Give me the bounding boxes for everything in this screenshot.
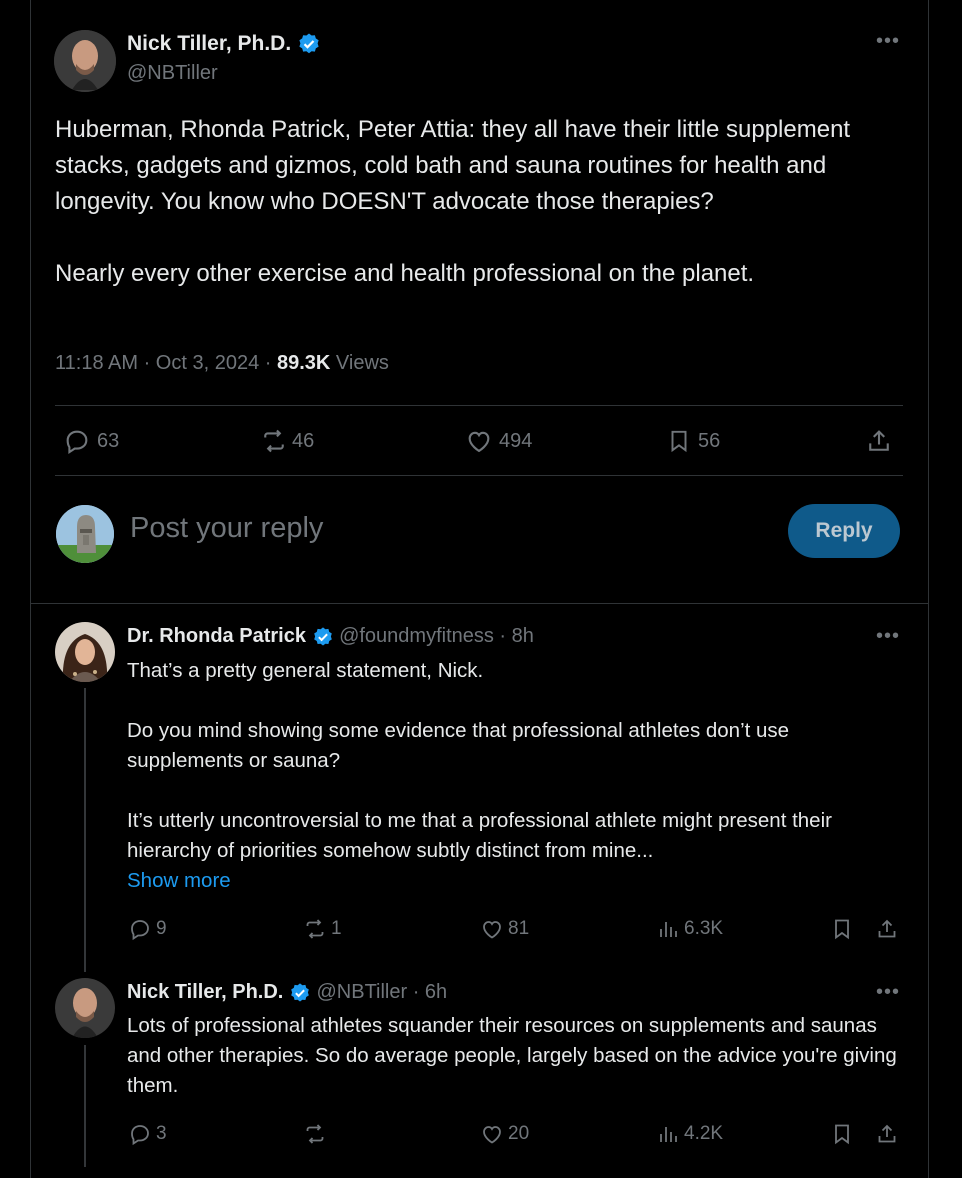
share-button[interactable] (874, 917, 900, 941)
share-button[interactable] (865, 427, 893, 455)
post-body (55, 112, 905, 292)
author-avatar[interactable] (54, 30, 116, 92)
like-icon (480, 1122, 504, 1146)
reply-header (127, 625, 534, 648)
reply-button[interactable] (128, 917, 167, 941)
divider (30, 603, 929, 604)
reply-author-avatar[interactable] (55, 622, 115, 682)
bookmark-button[interactable] (830, 917, 854, 941)
share-icon (874, 1122, 900, 1146)
reply-author-handle[interactable]: @NBTiller · 6h (316, 981, 448, 1003)
more-icon[interactable]: ••• (876, 30, 901, 52)
views-icon (656, 1122, 680, 1146)
post-text-paragraph: Nearly every other exercise and health professional on the planet. (55, 260, 755, 287)
reply-submit-label: Reply (815, 519, 873, 542)
like-button[interactable] (480, 917, 529, 941)
bookmark-count: 56 (698, 429, 721, 452)
reply-body (127, 656, 897, 896)
like-icon (480, 917, 504, 941)
reply-text-paragraph: Lots of professional athletes squander their resources on supplements and saunas and other therapies. So do average people, largely based on the advice you're giving them. (127, 1014, 897, 1097)
reply-count: 63 (97, 429, 120, 452)
bookmark-icon (830, 1122, 854, 1146)
reply-icon (63, 427, 91, 455)
like-icon (465, 427, 493, 455)
reply-icon (128, 1122, 152, 1146)
more-icon[interactable]: ••• (876, 981, 901, 1003)
reply-count: 3 (156, 1123, 167, 1144)
like-count: 81 (508, 918, 530, 939)
reply-author-avatar[interactable] (55, 978, 115, 1038)
like-count: 494 (499, 429, 533, 452)
divider (55, 475, 903, 476)
reply-count: 9 (156, 918, 167, 939)
verified-badge-icon (289, 982, 311, 1004)
reply-submit-button[interactable] (788, 504, 900, 558)
reply-text-paragraph: That’s a pretty general statement, Nick. (127, 659, 484, 682)
bookmark-button[interactable] (666, 427, 720, 455)
reply-body (127, 1011, 897, 1101)
share-button[interactable] (874, 1122, 900, 1146)
share-icon (874, 917, 900, 941)
show-more-link[interactable]: Show more (127, 869, 231, 892)
views-count: 4.2K (684, 1123, 724, 1144)
repost-icon (302, 917, 328, 941)
views-label: Views (335, 352, 389, 374)
thread-connector (84, 1045, 86, 1167)
thread-connector (84, 688, 86, 972)
reply-text-paragraph: Do you mind showing some evidence that professional athletes don’t use supplements or sauna? (127, 719, 790, 772)
more-icon[interactable]: ••• (876, 625, 901, 647)
avatar-image (55, 978, 115, 1038)
bookmark-icon (666, 427, 692, 455)
verified-badge-icon (297, 32, 321, 56)
author-name[interactable]: Nick Tiller, Ph.D. (127, 32, 321, 56)
divider (55, 405, 903, 406)
repost-button[interactable] (260, 427, 314, 455)
user-avatar[interactable] (56, 505, 114, 563)
reply-input[interactable]: Post your reply (130, 512, 324, 544)
reply-button[interactable] (63, 427, 119, 455)
repost-button[interactable] (302, 917, 342, 941)
repost-icon (260, 427, 288, 455)
verified-badge-icon (312, 626, 334, 648)
views-button[interactable] (656, 1122, 723, 1146)
repost-count: 1 (331, 918, 342, 939)
reply-author-handle[interactable]: @foundmyfitness · 8h (339, 625, 534, 647)
reply-icon (128, 917, 152, 941)
bookmark-icon (830, 917, 854, 941)
reply-header (127, 981, 447, 1004)
repost-button[interactable] (302, 1122, 334, 1146)
reply-author-name[interactable]: Dr. Rhonda Patrick (127, 625, 306, 647)
views-button[interactable] (656, 917, 723, 941)
post-timestamp[interactable]: 11:18 AM · Oct 3, 2024 · (55, 352, 277, 374)
reply-button[interactable] (128, 1122, 167, 1146)
like-button[interactable] (480, 1122, 529, 1146)
views-count: 89.3K (276, 352, 331, 374)
views-count: 6.3K (684, 918, 724, 939)
like-button[interactable] (465, 427, 532, 455)
author-handle[interactable]: @NBTiller (127, 62, 218, 84)
views-icon (656, 917, 680, 941)
repost-count: 46 (292, 429, 315, 452)
post-meta (55, 352, 389, 375)
reply-text-paragraph: It’s utterly uncontroversial to me that a professional athlete might present their hierarchy of priorities somehow subtly distinct from mine... (127, 809, 832, 862)
avatar-image (55, 622, 115, 682)
avatar-image (54, 30, 116, 92)
repost-icon (302, 1122, 328, 1146)
avatar-image (56, 505, 114, 563)
reply-author-name[interactable]: Nick Tiller, Ph.D. (127, 981, 284, 1003)
like-count: 20 (508, 1123, 530, 1144)
share-icon (865, 427, 893, 455)
post-text-paragraph: Huberman, Rhonda Patrick, Peter Attia: they all have their little supplement stacks, gadgets and gizmos, cold bath and sauna routines for health and longevity. You know who DOESN'T advocate those therapies? (55, 116, 851, 215)
bookmark-button[interactable] (830, 1122, 854, 1146)
